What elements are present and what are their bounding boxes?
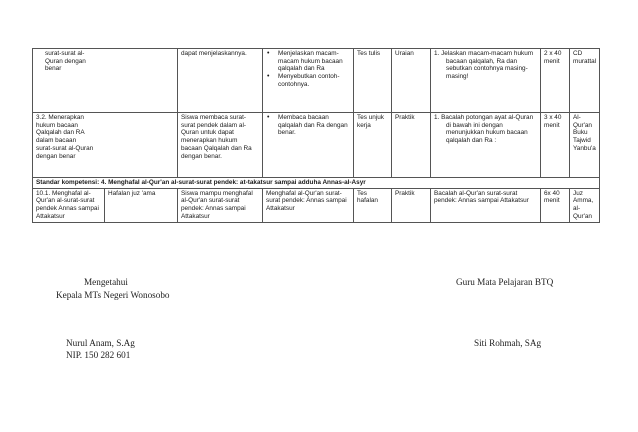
right-signatory-name: Siti Rohmah, SAg bbox=[474, 338, 542, 348]
kegiatan-cell: Siswa mampu menghafal al-Qur'an surat-surat pendek: Annas sampai Attakatsur bbox=[178, 188, 263, 222]
teknik-cell: Tes tulis bbox=[354, 49, 392, 113]
indikator-item: • Membaca bacaan qalqalah dan Ra dengan benar. bbox=[266, 114, 350, 137]
waktu-cell: 2 x 40 menit bbox=[541, 49, 570, 113]
sumber-cell: Juz Amma, al-Qur'an bbox=[570, 188, 600, 222]
mengetahui-label: Mengetahui bbox=[84, 277, 128, 287]
indikator-item: • Menjelaskan macam-macam hukum bacaan qalqalah dan Ra bbox=[266, 50, 350, 73]
syllabus-table bbox=[32, 48, 600, 223]
bentuk-cell: Praktik bbox=[392, 113, 431, 178]
kegiatan-cell: Siswa membaca surat-surat pendek dalam al-Quran untuk dapat menerapkan hukum bacaan Qalqalah dan Ra dengan benar. bbox=[178, 113, 263, 178]
instrumen-text: 1. Jelaskan macam-macam hukum bacaan qalqalah, Ra dan sebutkan contohnya masing-masing! bbox=[434, 50, 534, 81]
indikator-cell: Menghafal al-Qur'an surat-surat pendek: Annas sampai Attakatsur bbox=[263, 188, 354, 222]
kegiatan-cell: dapat menjelaskannya. bbox=[178, 49, 263, 113]
instrumen-cell: Bacalah al-Qur'an surat-surat pendek: Annas sampai Attakatsur bbox=[431, 188, 541, 222]
instrumen-cell bbox=[431, 113, 541, 178]
table-row bbox=[33, 49, 600, 113]
left-signatory-name: Nurul Anam, S.Ag bbox=[66, 338, 135, 348]
waktu-cell: 6x 40 menit bbox=[541, 188, 570, 222]
instrumen-cell bbox=[431, 49, 541, 113]
sumber-cell: CD murattal bbox=[570, 49, 600, 113]
table-row bbox=[33, 188, 600, 222]
indikator-item: • Menyebutkan contoh-contohnya. bbox=[266, 73, 350, 88]
table-row bbox=[33, 113, 600, 178]
right-signatory-title: Guru Mata Pelajaran BTQ bbox=[456, 277, 554, 287]
materi-cell bbox=[33, 113, 178, 178]
kompetensi-cell: 10.1. Menghafal al-Qur'an al-surat-surat pendek Annas sampai Attakatsur bbox=[33, 188, 105, 222]
waktu-cell: 3 x 40 menit bbox=[541, 113, 570, 178]
left-signatory-nip: NIP. 150 282 601 bbox=[66, 350, 131, 360]
left-signatory-title: Kepala MTs Negeri Wonosobo bbox=[56, 290, 170, 300]
materi-cell: Hafalan juz 'ama bbox=[105, 188, 178, 222]
teknik-cell: Tes unjuk kerja bbox=[354, 113, 392, 178]
standar-kompetensi-row bbox=[33, 178, 600, 189]
materi-cell bbox=[33, 49, 178, 113]
teknik-cell: Tes hafalan bbox=[354, 188, 392, 222]
bentuk-cell: Uraian bbox=[392, 49, 431, 113]
materi-text: surat-surat al-Quran dengan benar bbox=[45, 50, 86, 73]
indikator-cell bbox=[263, 113, 354, 178]
instrumen-text: 1. Bacalah potongan ayat al-Quran di bawah ini dengan menunjukkan hukum bacaan qalqalah dan Ra : bbox=[434, 114, 534, 145]
standar-kompetensi-heading: Standar kompetensi: 4. Menghafal al-Qur'an al-surat-surat pendek: at-takatsur sampai adduha Annas-al-Asyr bbox=[33, 178, 600, 189]
materi-text: 3.2. Menerapkan hukum bacaan Qalqalah dan RA dalam bacaan surat-surat al-Quran dengan benar bbox=[36, 114, 94, 160]
bentuk-cell: Praktik bbox=[392, 188, 431, 222]
indikator-cell bbox=[263, 49, 354, 113]
sumber-cell: Al-Qur'an Buku Tajwid Yanbu'a bbox=[570, 113, 600, 178]
